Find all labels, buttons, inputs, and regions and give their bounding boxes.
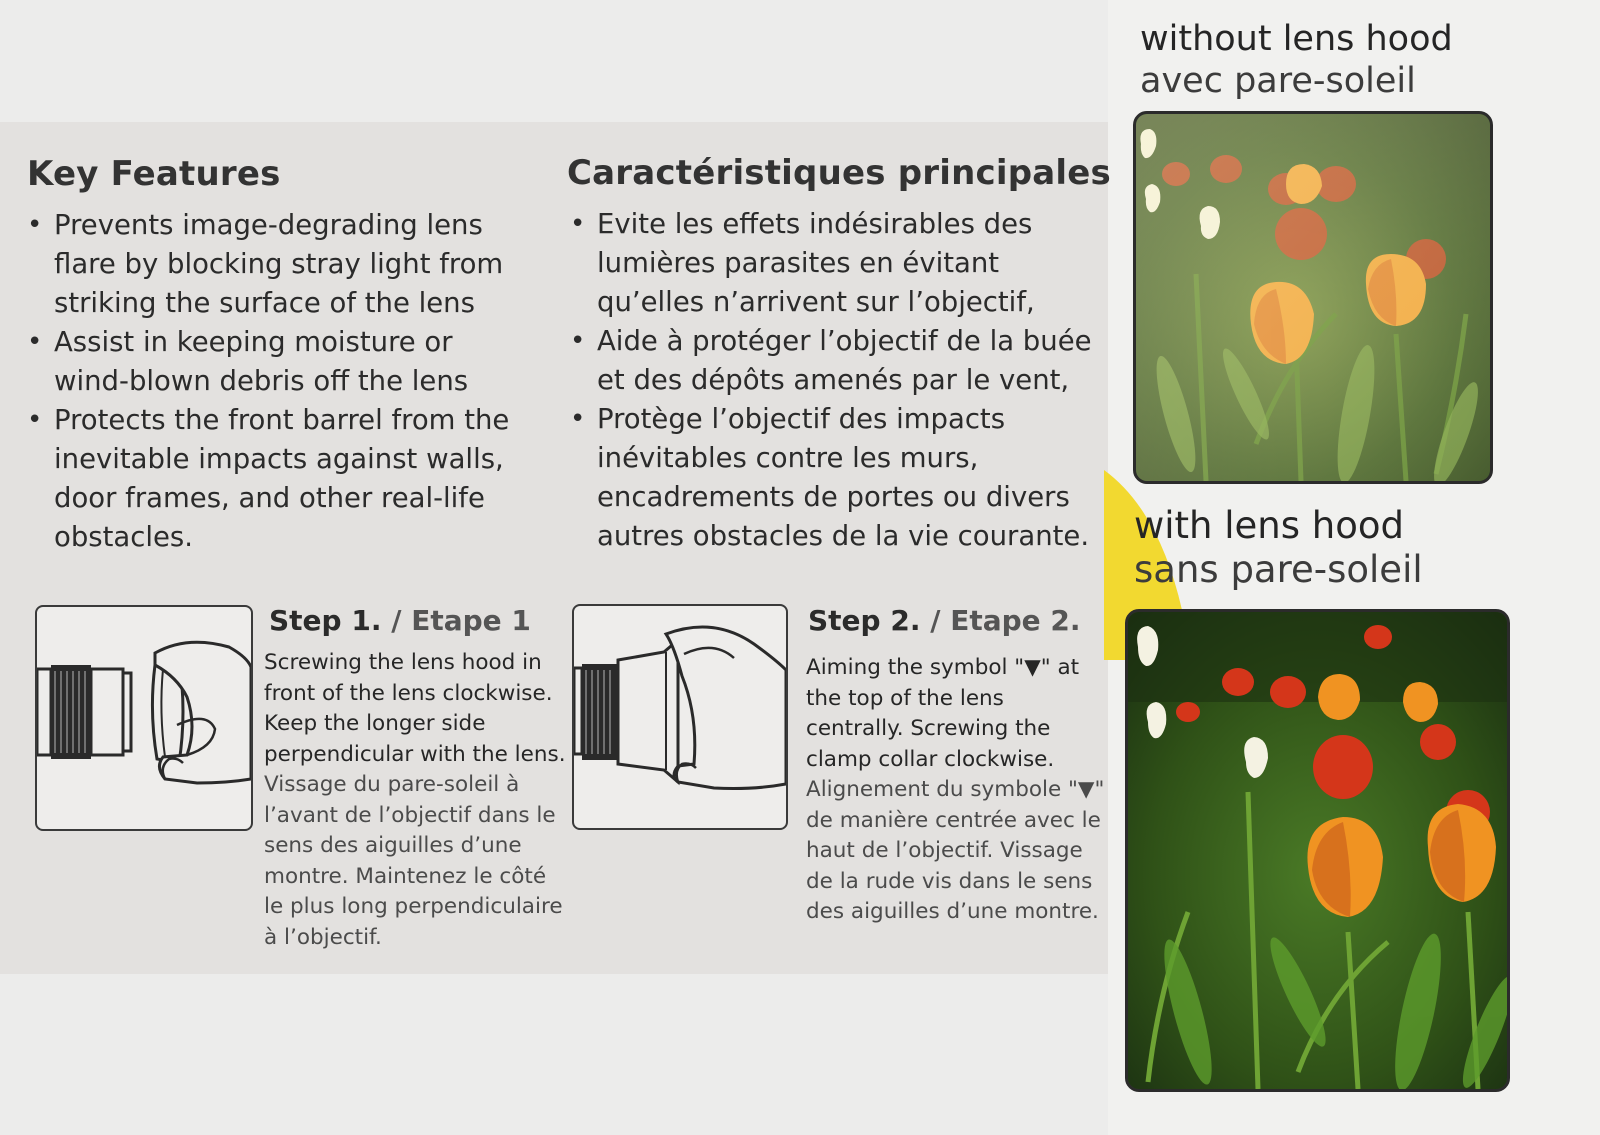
step2-text-en: Aiming the symbol "▼" at the top of the lens centrally. Screwing the clamp collar clockwise. (806, 655, 1080, 772)
step2-text-fr: Alignement du symbole "▼" de manière centrée avec le haut de l’objectif. Vissage de la rude vis dans le sens des aiguilles d’une montre. (806, 777, 1105, 924)
step1-title (269, 604, 531, 637)
lens-and-hood-separate-icon (37, 607, 251, 829)
tulips-photo-without-hood (1133, 111, 1493, 484)
tulips-image (1128, 612, 1507, 1089)
step1-text-en: Screwing the lens hood in front of the lens clockwise. Keep the longer side perpendicular with the lens. (264, 650, 566, 767)
bottom-photo-label-fr: sans pare-soleil (1134, 548, 1423, 591)
top-photo-label (1140, 18, 1453, 102)
step1-body (264, 648, 569, 953)
top-photo-label-en: without lens hood (1140, 19, 1453, 59)
key-features-list (27, 206, 527, 557)
caracteristiques-list (570, 205, 1110, 556)
feature-item: • Assist in keeping moisture or wind-blown debris off the lens (27, 323, 527, 401)
tulips-image (1136, 114, 1490, 481)
step2-body (806, 653, 1106, 928)
key-features-title: Key Features (27, 154, 281, 194)
feature-item-fr: • Evite les effets indésirables des lumières parasites en évitant qu’elles n’arrivent sur l’objectif, (570, 205, 1110, 322)
step1-illustration (35, 605, 253, 831)
step2-title (808, 604, 1081, 637)
bottom-photo-label-en: with lens hood (1134, 504, 1405, 547)
step1-separator: / (381, 604, 412, 637)
bottom-photo-label (1134, 504, 1423, 592)
feature-item-fr: • Protège l’objectif des impacts inévitables contre les murs, encadrements de portes ou divers autres obstacles de la vie courante. (570, 400, 1110, 556)
step2-illustration (572, 604, 788, 830)
feature-item-fr: • Aide à protéger l’objectif de la buée et des dépôts amenés par le vent, (570, 322, 1110, 400)
caracteristiques-title: Caractéristiques principales (567, 153, 1111, 193)
step2-separator: / (920, 604, 951, 637)
hood-mounted-on-lens-icon (574, 606, 786, 828)
top-photo-label-fr: avec pare-soleil (1140, 61, 1416, 101)
step2-title-en: Step 2. (808, 604, 921, 637)
tulips-photo-with-hood (1125, 609, 1510, 1092)
feature-item: • Protects the front barrel from the inevitable impacts against walls, door frames, and other real-life obstacles. (27, 401, 527, 557)
step1-title-fr: Etape 1 (411, 604, 531, 637)
step2-title-fr: Etape 2. (950, 604, 1081, 637)
step1-title-en: Step 1. (269, 604, 382, 637)
feature-item: • Prevents image-degrading lens flare by blocking stray light from striking the surface of the lens (27, 206, 527, 323)
step1-text-fr: Vissage du pare-soleil à l’avant de l’objectif dans le sens des aiguilles d’une montre. Maintenez le côté le plus long perpendiculaire à l’objectif. (264, 772, 563, 950)
